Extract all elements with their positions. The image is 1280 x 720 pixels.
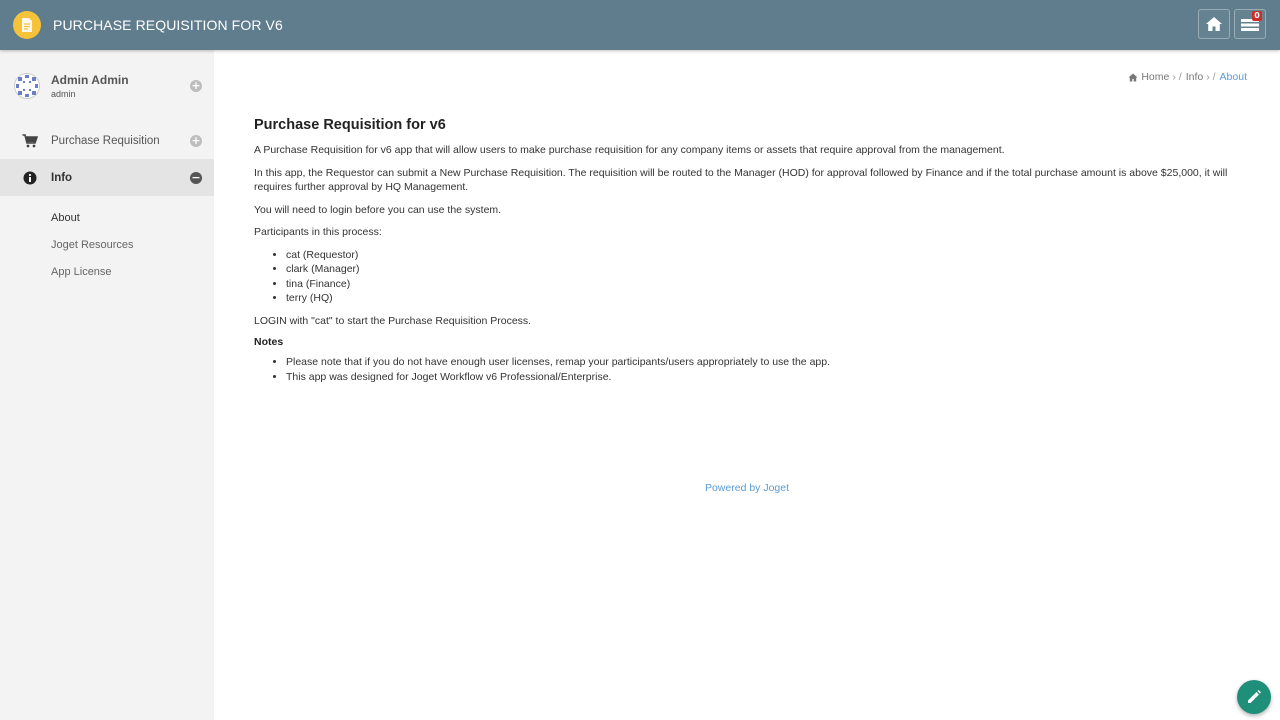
- app-title[interactable]: PURCHASE REQUISITION FOR V6: [53, 17, 283, 33]
- sidebar-item-info[interactable]: [0, 159, 214, 196]
- info-icon: [21, 171, 39, 185]
- breadcrumb-info[interactable]: Info: [1185, 71, 1204, 83]
- list-item: • tina (Finance): [286, 277, 1234, 292]
- submenu-item-about[interactable]: About: [51, 211, 80, 224]
- main-content: [214, 50, 1280, 720]
- list-item: • Please note that if you do not have enough user licenses, remap your participants/users appropriately to use the app.: [286, 355, 1234, 370]
- inbox-count-badge: 0: [1252, 11, 1262, 21]
- avatar: [14, 73, 40, 99]
- profile-username: admin: [51, 89, 76, 99]
- home-icon: [1128, 73, 1138, 82]
- breadcrumb-current[interactable]: About: [1219, 71, 1247, 83]
- home-icon: [1205, 16, 1223, 32]
- breadcrumb: [1128, 71, 1247, 83]
- expand-icon[interactable]: +: [191, 133, 201, 147]
- list-item: • This app was designed for Joget Workflow v6 Professional/Enterprise.: [286, 370, 1234, 385]
- submenu-item-joget-resources[interactable]: Joget Resources: [51, 238, 134, 251]
- sidebar-item-label: Info: [51, 171, 73, 184]
- breadcrumb-separator: › /: [1172, 71, 1182, 83]
- login-note: You will need to login before you can use the system.: [254, 203, 502, 216]
- login-instruction: LOGIN with "cat" to start the Purchase Requisition Process.: [254, 314, 532, 327]
- page-title: Purchase Requisition for v6: [254, 117, 446, 133]
- cart-icon: [21, 134, 39, 148]
- document-icon[interactable]: [13, 11, 41, 39]
- edit-button[interactable]: [1237, 680, 1271, 714]
- powered-by-link[interactable]: Powered by Joget: [704, 482, 790, 494]
- sidebar-item-label: Purchase Requisition: [51, 134, 160, 147]
- submenu-item-app-license[interactable]: App License: [51, 265, 112, 278]
- profile-name: Admin Admin: [51, 73, 129, 87]
- user-profile[interactable]: [0, 50, 214, 122]
- intro-paragraph: A Purchase Requisition for v6 app that will allow users to make purchase requisition for any company items or assets that require approval from the management.: [254, 144, 1005, 156]
- inbox-button[interactable]: [1234, 9, 1266, 39]
- breadcrumb-home[interactable]: Home: [1141, 71, 1170, 83]
- sidebar-item-purchase-requisition[interactable]: [0, 122, 214, 159]
- list-item: • clark (Manager): [286, 262, 1234, 277]
- home-button[interactable]: [1198, 9, 1230, 39]
- description-paragraph: In this app, the Requestor can submit a New Purchase Requisition. The requisition will be routed to the Manager (HOD) for approval followed by Finance and if the total purchase amount is above $25,000, it will requires further approval by HQ Management.: [254, 166, 1228, 193]
- participants-list: [286, 248, 1234, 306]
- pencil-icon: [1246, 689, 1262, 705]
- list-item: • terry (HQ): [286, 291, 1234, 306]
- sidebar: [0, 50, 214, 720]
- info-submenu: [0, 196, 214, 285]
- breadcrumb-separator: › /: [1206, 71, 1216, 83]
- list-item: • cat (Requestor): [286, 248, 1234, 263]
- collapse-icon[interactable]: −: [191, 170, 201, 184]
- participants-heading: Participants in this process:: [254, 226, 382, 238]
- top-header-bar: [0, 0, 1280, 50]
- notes-heading: Notes: [254, 336, 284, 348]
- notes-list: [286, 355, 1234, 384]
- expand-profile-icon[interactable]: +: [191, 79, 201, 92]
